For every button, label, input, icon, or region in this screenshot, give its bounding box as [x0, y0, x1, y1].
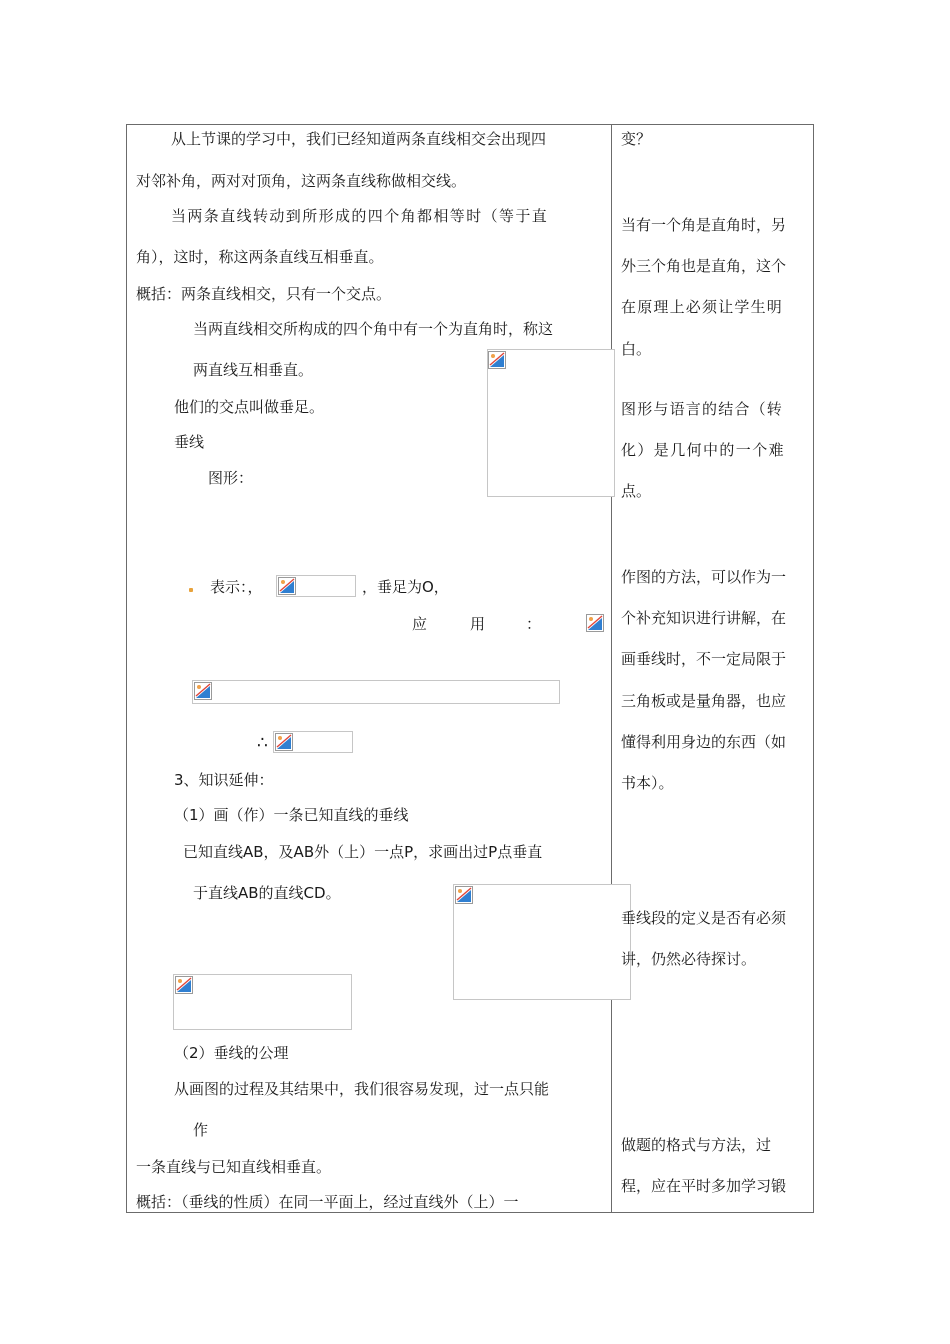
paragraph-line: 已知直线AB，及AB外（上）一点P，求画出过P点垂直: [183, 843, 543, 861]
note-line: 程，应在平时多加学习锻: [621, 1177, 787, 1195]
broken-image-icon: [275, 733, 293, 751]
note-line: 做题的格式与方法，过: [621, 1136, 772, 1154]
subsection-heading: （1）画（作）一条已知直线的垂线: [174, 806, 409, 824]
broken-image-icon: [586, 614, 604, 632]
broken-image-icon: [278, 577, 296, 595]
column-divider: [611, 124, 612, 1213]
note-line: 图形与语言的结合（转: [621, 400, 784, 418]
application-char: ：: [526, 615, 542, 633]
note-line: 当有一个角是直角时，另: [621, 216, 787, 234]
application-char: 应: [412, 615, 428, 633]
subsection-heading: （2）垂线的公理: [174, 1044, 289, 1062]
summary-line: 概括：两条直线相交，只有一个交点。: [136, 285, 392, 303]
figure-label: 图形：: [208, 469, 254, 487]
note-line: 白。: [621, 340, 652, 358]
summary-line: 概括：（垂线的性质）在同一平面上，经过直线外（上）一: [136, 1193, 519, 1211]
bullet-mark: [189, 588, 193, 592]
note-line: 书本）。: [621, 774, 674, 792]
broken-image-icon: [455, 886, 473, 904]
paragraph-line: 于直线AB的直线CD。: [193, 884, 341, 902]
definition-line: 两直线互相垂直。: [193, 361, 314, 379]
note-line: 点。: [621, 482, 652, 500]
note-line: 垂线段的定义是否有必须: [621, 909, 787, 927]
perpendicular-heading: 垂线: [174, 433, 205, 451]
broken-image-icon: [194, 682, 212, 700]
notation-suffix: ，垂足为O，: [362, 578, 449, 596]
note-line: 化）是几何中的一个难: [621, 441, 786, 459]
definition-line: 当两直线相交所构成的四个角中有一个为直角时，称这: [193, 320, 554, 338]
note-line: 懂得利用身边的东西（如: [621, 733, 787, 751]
note-line: 三角板或是量角器，也应: [621, 692, 787, 710]
section-heading: 3、知识延伸：: [174, 771, 274, 789]
foot-line: 他们的交点叫做垂足。: [174, 398, 325, 416]
therefore-symbol: ∴: [257, 733, 268, 753]
note-line: 画垂线时，不一定局限于: [621, 650, 787, 668]
broken-image-icon: [175, 976, 193, 994]
note-line: 在原理上必须让学生明: [621, 298, 784, 316]
note-line: 外三个角也是直角，这个: [621, 257, 787, 275]
note-line: 作图的方法，可以作为一: [621, 568, 787, 586]
figure-image-placeholder: [453, 884, 631, 1000]
note-line: 个补充知识进行讲解，在: [621, 609, 787, 627]
broken-image-icon: [488, 351, 506, 369]
paragraph-line: 角），这时，称这两条直线互相垂直。: [136, 248, 384, 266]
paragraph-line: 作: [193, 1121, 209, 1139]
paragraph-line: 一条直线与已知直线相垂直。: [136, 1158, 332, 1176]
application-char: 用: [470, 615, 486, 633]
figure-image-placeholder: [487, 349, 615, 497]
paragraph-line: 从上节课的学习中，我们已经知道两条直线相交会出现四: [171, 130, 547, 148]
notation-prefix: 表示：，: [210, 578, 263, 596]
figure-image-placeholder: [173, 974, 352, 1030]
paragraph-line: 对邻补角，两对对顶角，这两条直线称做相交线。: [136, 172, 467, 190]
note-line: 讲，仍然必待探讨。: [621, 950, 757, 968]
paragraph-line: 从画图的过程及其结果中，我们很容易发现，过一点只能: [174, 1080, 550, 1098]
paragraph-line: 当两条直线转动到所形成的四个角都相等时（等于直: [171, 207, 549, 225]
formula-image-placeholder: [192, 680, 560, 704]
note-line: 变？: [621, 130, 652, 148]
